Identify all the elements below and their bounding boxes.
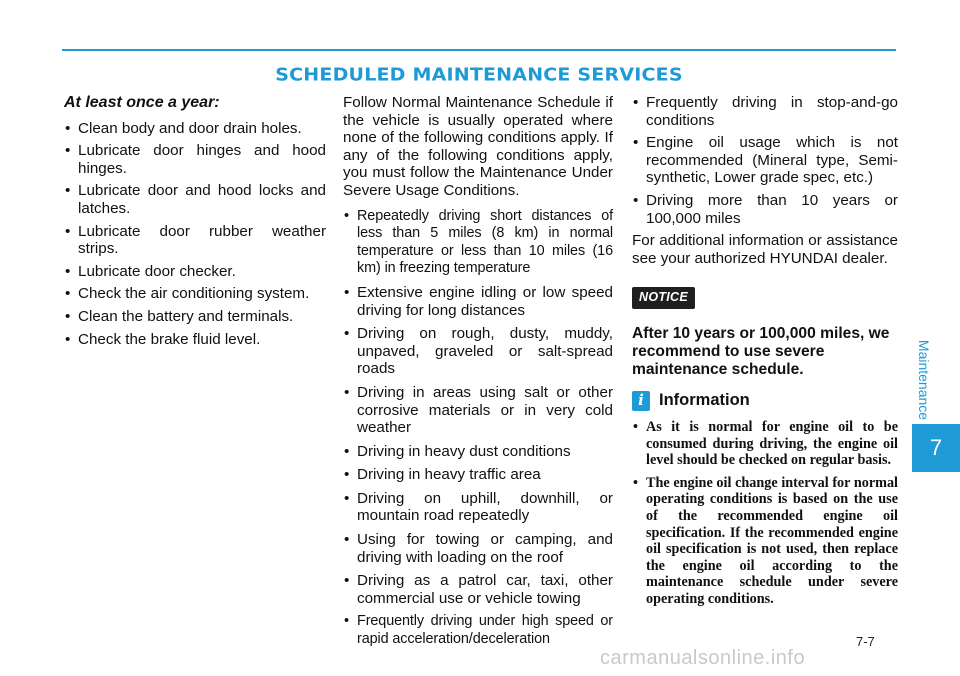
list-item: • Frequently driving under high speed or rapid acceleration/deceleration	[343, 613, 613, 648]
list-item: • Check the air conditioning system.	[64, 285, 326, 303]
list-item: • Driving as a patrol car, taxi, other commercial use or vehicle towing	[343, 572, 613, 607]
list-item: • Clean the battery and terminals.	[64, 308, 326, 326]
information-title: Information	[659, 391, 750, 410]
yearly-heading: At least once a year:	[64, 94, 220, 111]
information-list	[632, 419, 898, 608]
information-header	[632, 391, 898, 411]
list-item: • The engine oil change interval for normal operating conditions is based on the use of the recommended engine oil specification. If the recommended engine oil specification is not used, then replace the engine oil according to the maintenance schedule under severe operating conditions.	[632, 475, 898, 608]
list-item: • Driving in heavy dust conditions	[343, 443, 613, 461]
notice-text: After 10 years or 100,000 miles, we recommend to use severe maintenance schedule.	[632, 324, 890, 378]
top-divider	[62, 49, 896, 51]
middle-column	[343, 94, 613, 655]
info-icon: i	[632, 391, 650, 411]
list-item: • Driving in heavy traffic area	[343, 466, 613, 484]
list-item: • As it is normal for engine oil to be consumed during driving, the engine oil level should be checked on regular basis.	[632, 419, 898, 469]
section-title: SCHEDULED MAINTENANCE SERVICES	[275, 64, 683, 86]
left-column	[64, 94, 326, 353]
page-number: 7-7	[856, 634, 875, 649]
list-item: • Engine oil usage which is not recommended (Mineral type, Semi-synthetic, Lower grade spec, etc.)	[632, 134, 898, 187]
more-conditions-list	[632, 94, 898, 227]
list-item: • Clean body and door drain holes.	[64, 120, 326, 138]
intro-paragraph: Follow Normal Maintenance Schedule if the vehicle is usually operated where none of the following conditions apply. If any of the following conditions apply, you must follow the Maintenance Under Severe Usage Conditions.	[343, 94, 613, 199]
chapter-side-tab	[912, 330, 936, 430]
list-item: • Driving on uphill, downhill, or mountain road repeatedly	[343, 490, 613, 525]
severe-conditions-list	[343, 208, 613, 649]
list-item: • Driving on rough, dusty, muddy, unpaved, graveled or salt-spread roads	[343, 325, 613, 378]
list-item: • Lubricate door hinges and hood hinges.	[64, 142, 326, 177]
list-item: • Driving in areas using salt or other corrosive materials or in very cold weather	[343, 384, 613, 437]
list-item: • Extensive engine idling or low speed driving for long distances	[343, 284, 613, 319]
chapter-label: Maintenance	[916, 339, 933, 421]
list-item: • Repeatedly driving short distances of less than 5 miles (8 km) in normal temperature or less than 10 miles (16 km) in freezing temperature	[343, 208, 613, 278]
right-column	[632, 94, 898, 613]
list-item: • Lubricate door checker.	[64, 263, 326, 281]
list-item: • Driving more than 10 years or 100,000 miles	[632, 192, 898, 227]
yearly-list	[64, 120, 326, 349]
watermark: carmanualsonline.info	[600, 647, 806, 669]
list-item: • Lubricate door and hood locks and latches.	[64, 182, 326, 217]
chapter-number: 7	[912, 424, 960, 472]
list-item: • Lubricate door rubber weather strips.	[64, 223, 326, 258]
dealer-paragraph: For additional information or assistance see your authorized HYUNDAI dealer.	[632, 232, 898, 267]
list-item: • Using for towing or camping, and driving with loading on the roof	[343, 531, 613, 566]
notice-badge: NOTICE	[632, 287, 695, 309]
list-item: • Frequently driving in stop-and-go conditions	[632, 94, 898, 129]
list-item: • Check the brake fluid level.	[64, 331, 326, 349]
